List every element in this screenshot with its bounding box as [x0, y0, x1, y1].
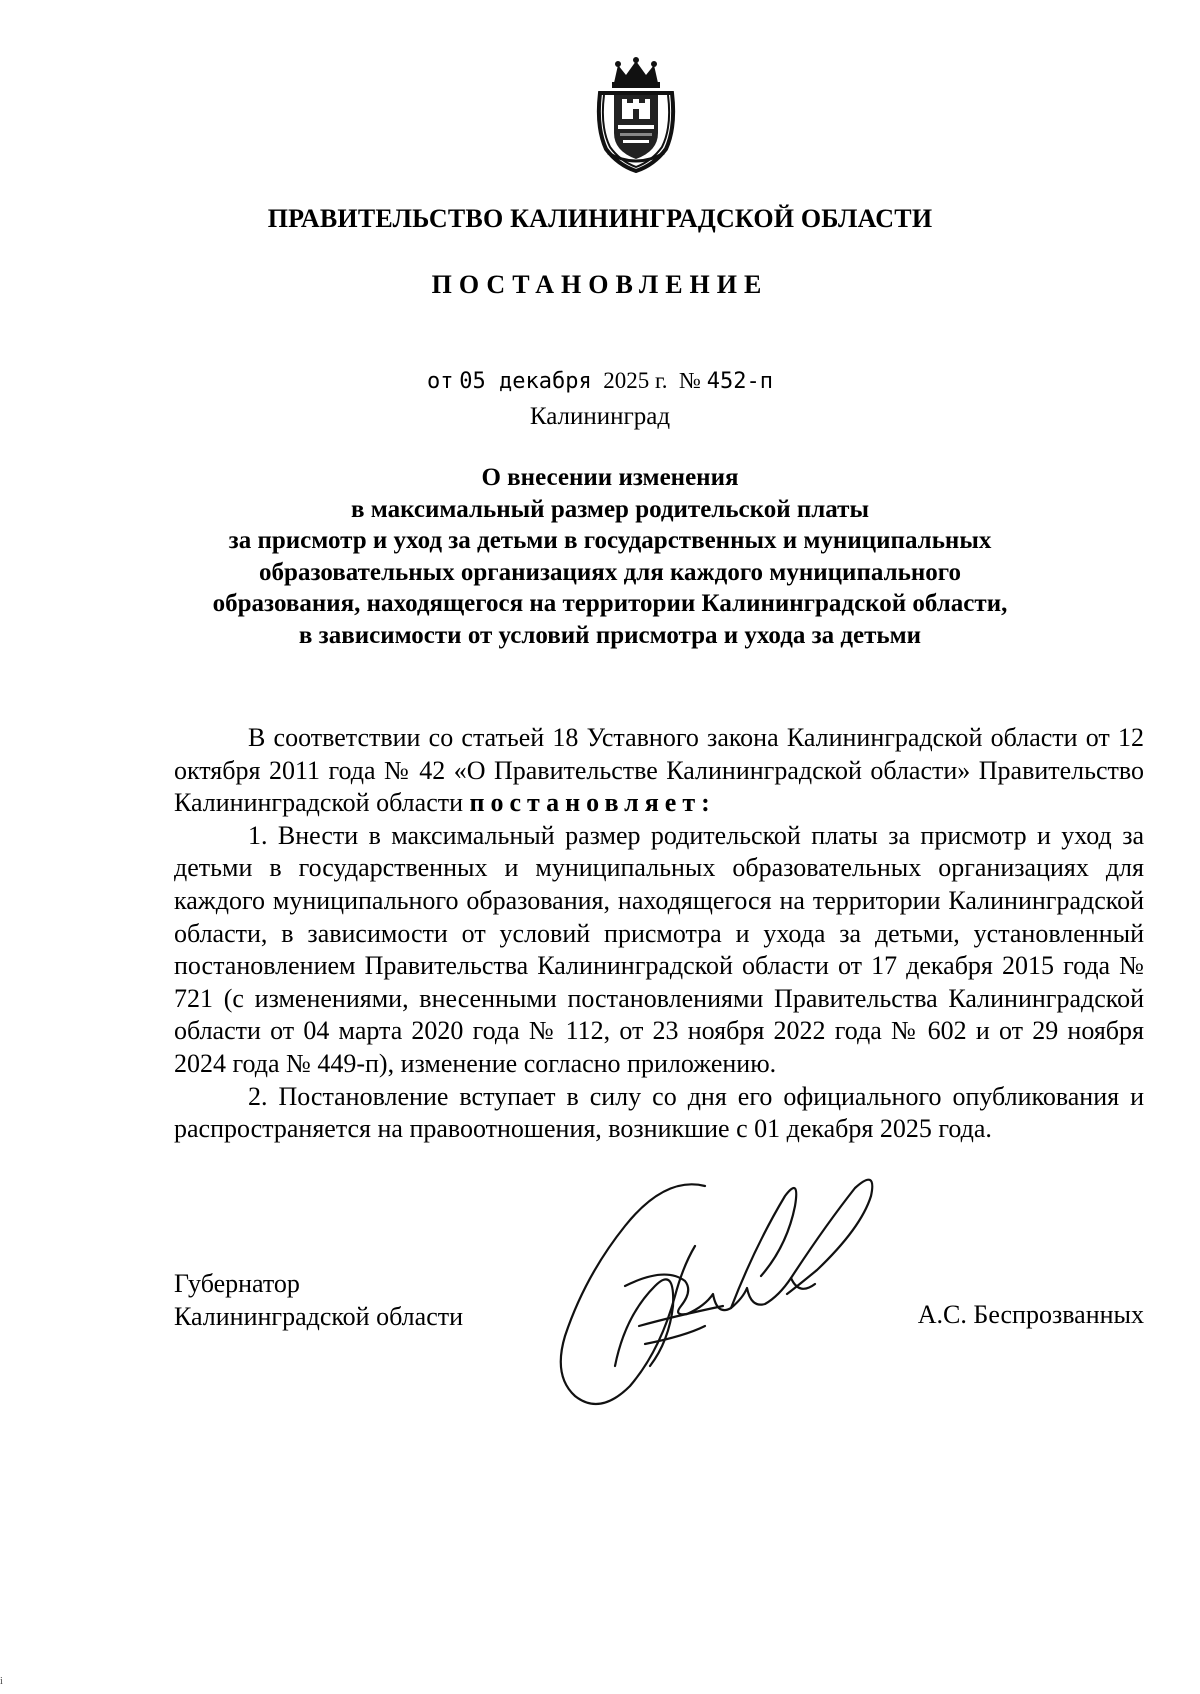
document-type: ПОСТАНОВЛЕНИЕ: [431, 270, 769, 299]
handwritten-signature-icon: [555, 1166, 885, 1418]
date-value: 05 декабря: [459, 369, 592, 394]
subject-line: образования, находящегося на территории Калининградской области,: [212, 590, 1008, 617]
number-sign: №: [679, 368, 701, 393]
signatory-name: А.С. Беспрозванных: [917, 1300, 1144, 1329]
position-line: Калининградской области: [174, 1302, 464, 1331]
subject-line: в зависимости от условий присмотра и ухода за детьми: [298, 621, 922, 649]
date-prefix: от: [427, 369, 454, 394]
signatory-position: [174, 1267, 463, 1333]
document-city: Калининград: [529, 403, 671, 430]
position-line: Губернатор: [174, 1269, 300, 1298]
preamble-paragraph: [174, 722, 1144, 820]
organization-title: ПРАВИТЕЛЬСТВО КАЛИНИНГРАДСКОЙ ОБЛАСТИ: [267, 204, 933, 233]
coat-of-arms-icon: [592, 57, 680, 173]
body-item-2: 2. Постановление вступает в силу со дня его официального опубликования и распространяется на правоотношения, возникшие с 01 декабря 2025 года.: [174, 1081, 1144, 1144]
subject-line: О внесении изменения: [481, 464, 739, 491]
subject-line: за присмотр и уход за детьми в государственных и муниципальных: [228, 527, 992, 554]
corner-mark: i: [0, 1676, 3, 1687]
preamble-text: В соответствии со статьей 18 Уставного закона Калининградской области от 12 октября 2011 года № 42 «О Правительстве Калининградской области» Правительство Калининградской области: [174, 723, 1144, 818]
subject-line: в максимальный размер родительской платы: [351, 495, 869, 523]
subject-line: образовательных организациях для каждого муниципального: [259, 558, 961, 586]
document-body: [174, 722, 1144, 1146]
date-year: 2025 г.: [603, 368, 668, 393]
document-date-number: [0, 368, 1200, 394]
document-number: 452-п: [706, 369, 773, 394]
body-item-1: 1. Внести в максимальный размер родительской платы за присмотр и уход за детьми в государственных и муниципальных образовательных организациях для каждого муниципального образования, находящегося на территории Калининградской области, в зависимости от условий присмотра и ухода за детьми, установленный постановлением Правительства Калининградской области от 17 декабря 2015 года № 721 (с изменениями, внесенными постановлениями Правительства Калининградской области от 04 марта 2020 года № 112, от 23 ноября 2022 года № 602 и от 29 ноября 2024 года № 449-п), изменение согласно приложению.: [174, 820, 1144, 1078]
document-subject: [170, 462, 1050, 651]
resolves-word: постановляет:: [469, 788, 716, 818]
